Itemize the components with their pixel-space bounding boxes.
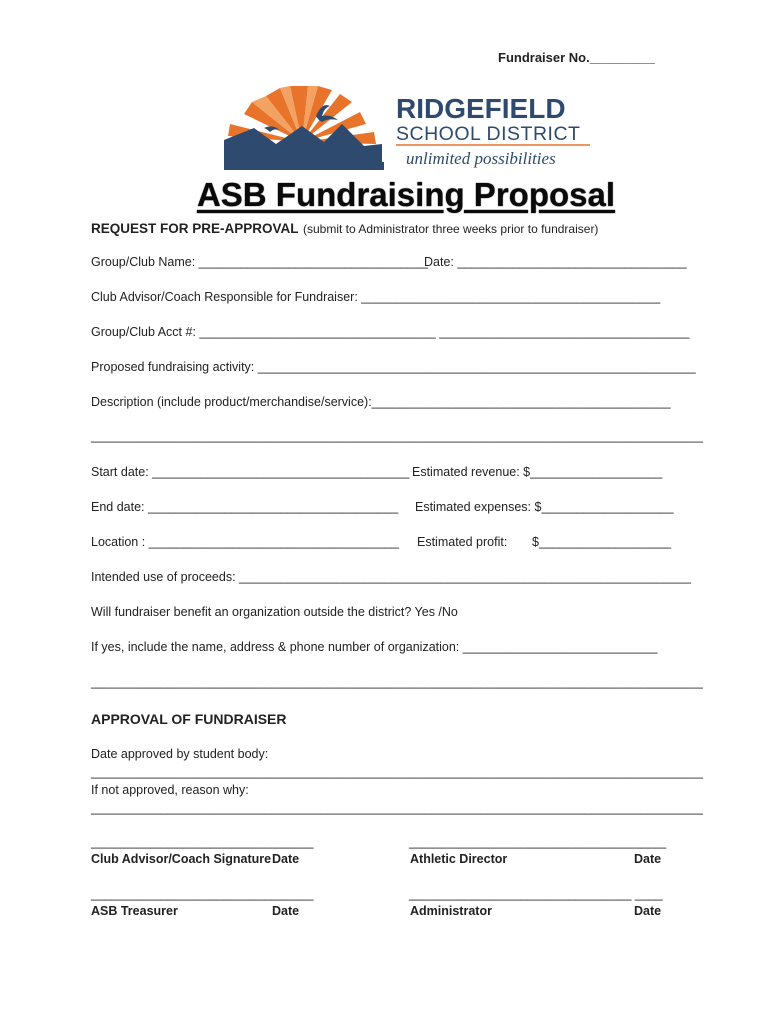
district-logo: [224, 84, 594, 174]
approval-heading: APPROVAL OF FUNDRAISER: [91, 711, 287, 727]
description-continuation-line[interactable]: ________________________________________________________________________________________: [91, 429, 703, 443]
administrator-date-label: Date: [634, 904, 662, 918]
treasurer-signature-line[interactable]: ________________________________: [91, 887, 314, 901]
fundraiser-number: Fundraiser No._________: [498, 50, 655, 65]
estimated-expenses-field[interactable]: Estimated expenses: $___________________: [415, 500, 674, 514]
not-approved-line[interactable]: ________________________________________________________________________________________: [91, 801, 703, 815]
sunburst-mountain-icon: [224, 84, 594, 174]
logo-name-line2: SCHOOL DISTRICT: [396, 123, 581, 145]
administrator-signature-line[interactable]: ________________________________ ____: [409, 887, 663, 901]
date-field[interactable]: Date: _________________________________: [424, 255, 687, 269]
group-name-field[interactable]: Group/Club Name: _________________________________: [91, 255, 429, 269]
description-field[interactable]: Description (include product/merchandise/service):___________________________________________: [91, 395, 671, 409]
request-heading-row: [91, 220, 598, 238]
date-approved-label: Date approved by student body:: [91, 747, 269, 761]
estimated-profit-label: Estimated profit:: [417, 535, 508, 549]
location-field[interactable]: Location : ____________________________________: [91, 535, 399, 549]
athletic-director-date-label: Date: [634, 852, 662, 866]
organization-info-field[interactable]: If yes, include the name, address & phone number of organization: ____________________________: [91, 640, 658, 654]
end-date-field[interactable]: End date: ____________________________________: [91, 500, 399, 514]
treasurer-date-label: Date: [272, 904, 300, 918]
logo-name-line1: RIDGEFIELD: [396, 93, 566, 124]
date-approved-line[interactable]: ________________________________________________________________________________________: [91, 765, 703, 779]
advisor-field[interactable]: Club Advisor/Coach Responsible for Fundraiser: ___________________________________________: [91, 290, 661, 304]
administrator-label: Administrator: [410, 904, 492, 918]
request-heading: REQUEST FOR PRE-APPROVAL: [91, 221, 299, 236]
estimated-revenue-field[interactable]: Estimated revenue: $___________________: [412, 465, 663, 479]
athletic-director-label: Athletic Director: [410, 852, 508, 866]
estimated-profit-field[interactable]: $___________________: [532, 535, 672, 549]
advisor-signature-line[interactable]: ________________________________: [91, 835, 314, 849]
treasurer-label: ASB Treasurer: [91, 904, 178, 918]
outside-org-question: Will fundraiser benefit an organization outside the district? Yes /No: [91, 605, 458, 619]
athletic-director-signature-line[interactable]: _____________________________________: [409, 835, 667, 849]
logo-tagline: unlimited possibilities: [406, 149, 556, 168]
acct-field[interactable]: Group/Club Acct #: __________________________________ ____________________________________: [91, 325, 690, 339]
activity-field[interactable]: Proposed fundraising activity: _______________________________________________________________: [91, 360, 696, 374]
advisor-date-label: Date: [272, 852, 300, 866]
advisor-signature-label: Club Advisor/Coach Signature: [91, 852, 272, 866]
proceeds-field[interactable]: Intended use of proceeds: _________________________________________________________________: [91, 570, 691, 584]
not-approved-label: If not approved, reason why:: [91, 783, 249, 797]
organization-continuation-line[interactable]: ________________________________________________________________________________________: [91, 675, 703, 689]
request-note: (submit to Administrator three weeks prior to fundraiser): [302, 222, 599, 236]
page-title: ASB Fundraising Proposal: [196, 176, 616, 213]
start-date-field[interactable]: Start date: _____________________________________: [91, 465, 410, 479]
